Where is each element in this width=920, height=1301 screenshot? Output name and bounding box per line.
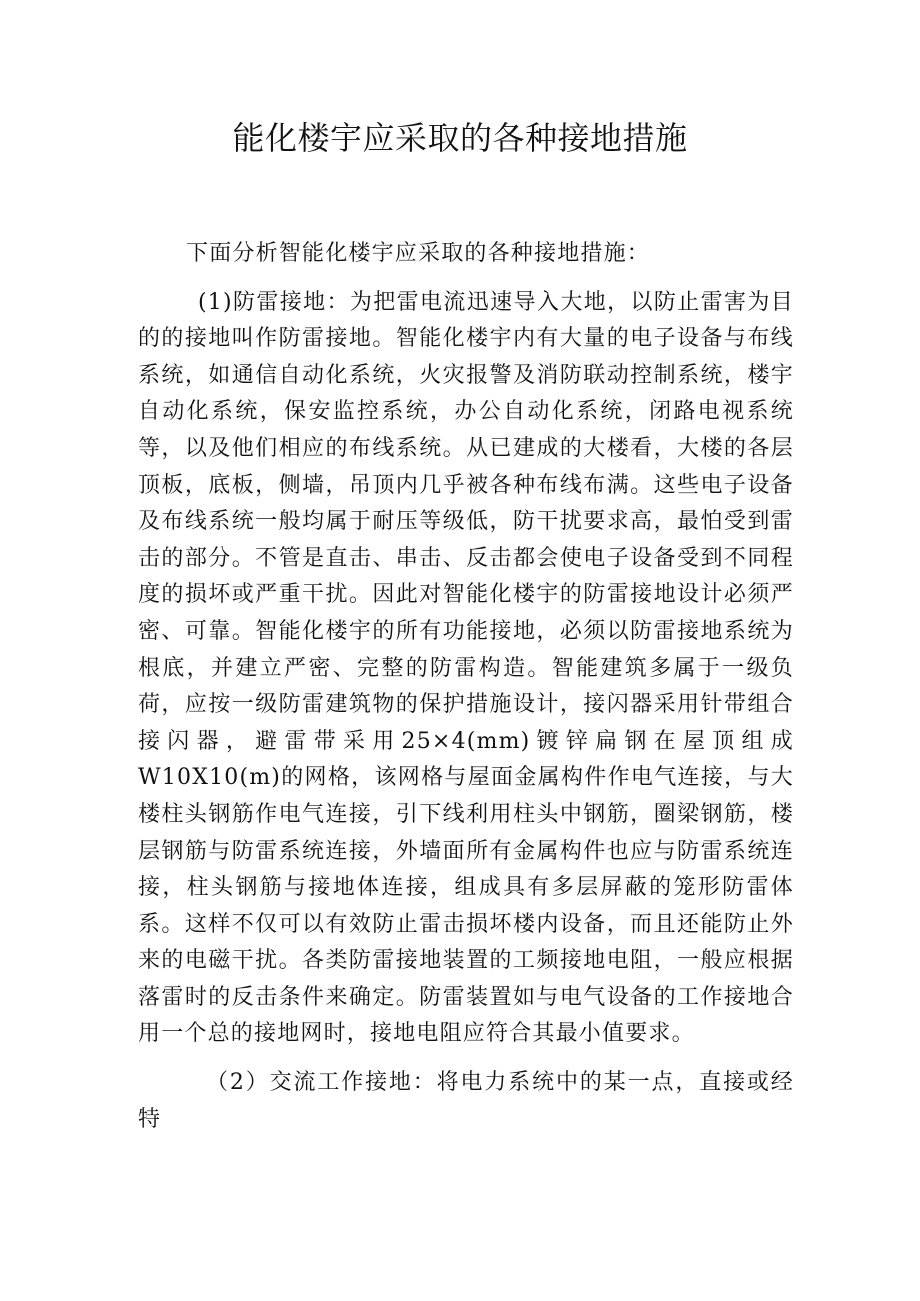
lightning-grounding-paragraph: (1)防雷接地：为把雷电流迅速导入大地，以防止雷害为目的的接地叫作防雷接地。智能化楼宇内有大量的电子设备与布线系统，如通信自动化系统，火灾报警及消防联动控制系统，楼宇自动化系统，保安监控系统，办公自动化系统，闭路电视系统等，以及他们相应的布线系统。从已建成的大楼看，大楼的各层顶板，底板，侧墙，吊顶内几乎被各种布线布满。这些电子设备及布线系统一般均属于耐压等级低，防干扰要求高，最怕受到雷击的部分。不管是直击、串击、反击都会使电子设备受到不同程度的损坏或严重干扰。因此对智能化楼宇的防雷接地设计必须严密、可靠。智能化楼宇的所有功能接地，必须以防雷接地系统为根底，并建立严密、完整的防雷构造。智能建筑多属于一级负荷，应按一级防雷建筑物的保护措施设计，接闪器采用针带组合接闪器，避雷带采用25×4(mm)镀锌扁钢在屋顶组成W10X10(m)的网格，该网格与屋面金属构件作电气连接，与大楼柱头钢筋作电气连接，引下线利用柱头中钢筋，圈梁钢筋，楼层钢筋与防雷系统连接，外墙面所有金属构件也应与防雷系统连接，柱头钢筋与接地体连接，组成具有多层屏蔽的笼形防雷体系。这样不仅可以有效防止雷击损坏楼内设备，而且还能防止外来的电磁干扰。各类防雷接地装置的工频接地电阻，一般应根据落雷时的反击条件来确定。防雷装置如与电气设备的工作接地合用一个总的接地网时，接地电阻应符合其最小值要求。: [138, 289, 794, 1047]
ac-working-grounding-paragraph: （2）交流工作接地：将电力系统中的某一点，直接或经特: [138, 1070, 794, 1132]
page-title: 能化楼宇应采取的各种接地措施: [232, 119, 688, 157]
document-body: [138, 236, 794, 1150]
intro-paragraph: 下面分析智能化楼宇应采取的各种接地措施：: [186, 241, 651, 266]
